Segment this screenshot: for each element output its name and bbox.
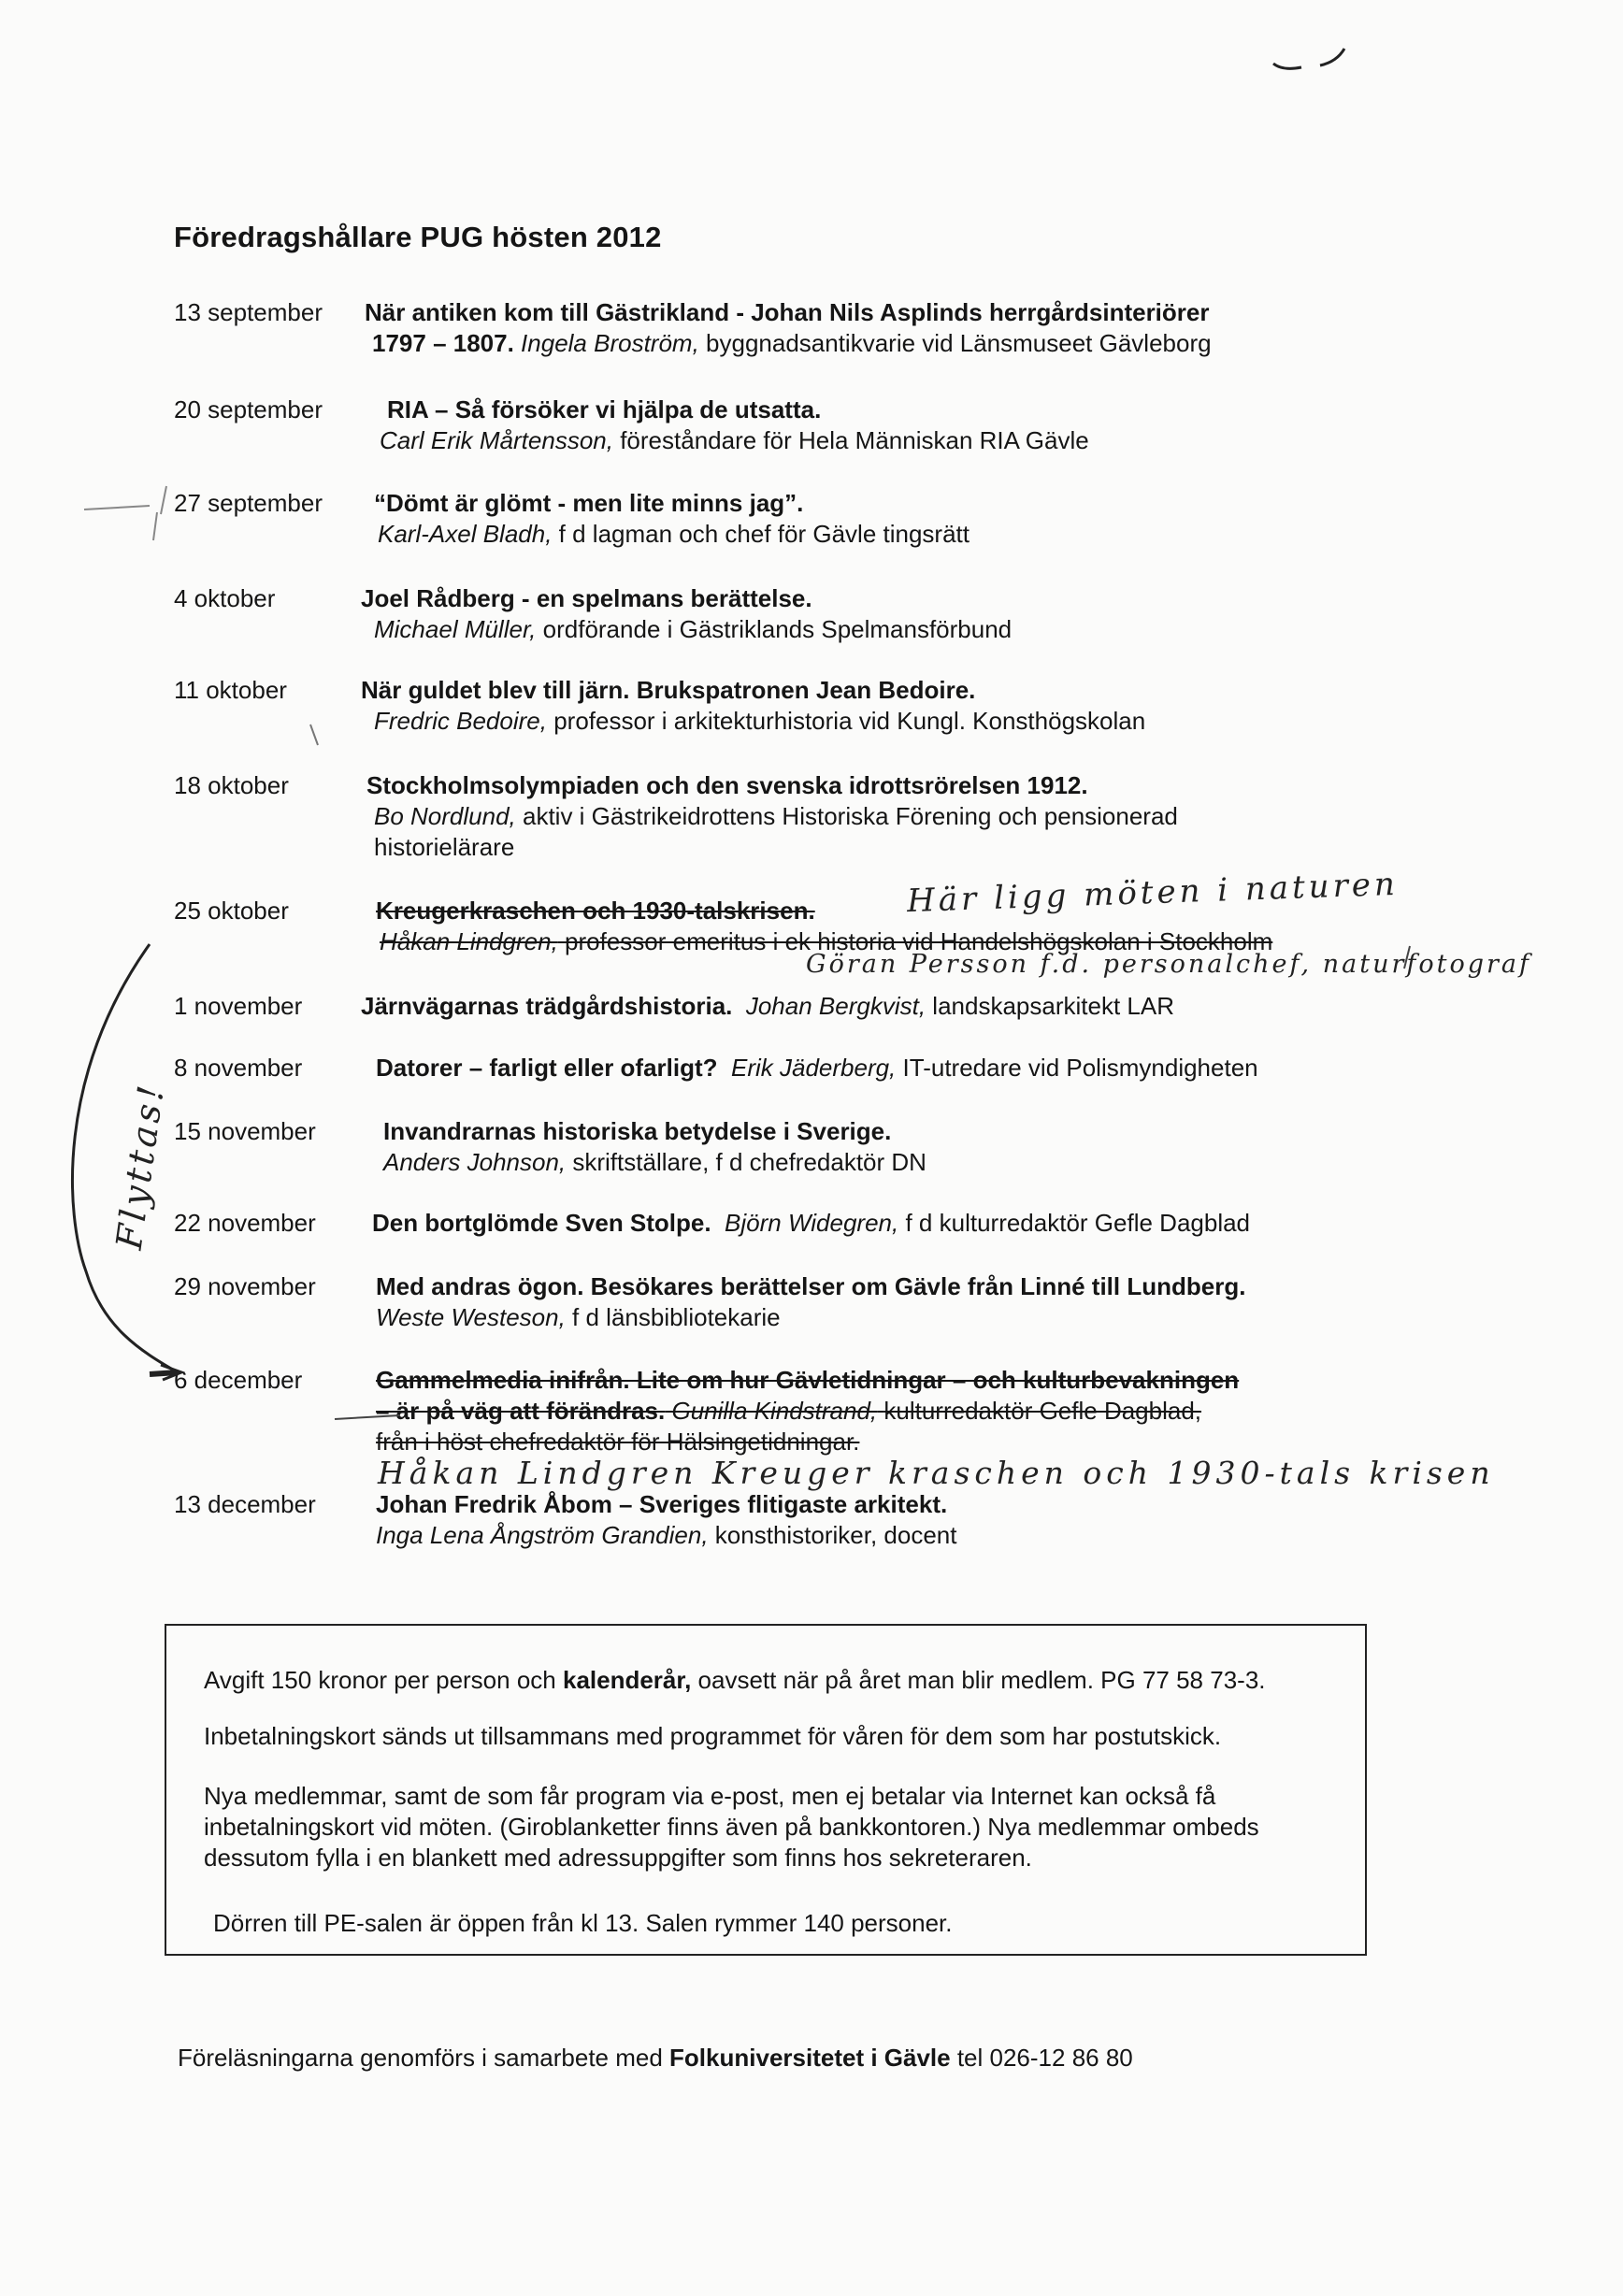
entry-speaker: Bo Nordlund, (374, 802, 516, 830)
entry-speaker-desc: konsthistoriker, docent (714, 1521, 957, 1549)
entry-speaker: Ingela Broström, (521, 329, 699, 357)
entry-speaker: Inga Lena Ångström Grandien, (376, 1521, 709, 1549)
entry-date: 4 oktober (174, 584, 276, 612)
entry-speaker: Fredric Bedoire, (374, 707, 547, 735)
entry-date: 11 oktober (174, 676, 287, 704)
entry-speaker-desc: aktiv i Gästrikeidrottens Historiska Förening och pensionerad (523, 802, 1178, 830)
entry-date: 29 november (174, 1272, 316, 1300)
entry-title: Kreugerkraschen och 1930-talskrisen. (376, 897, 815, 925)
info-payment-cards: Inbetalningskort sänds ut tillsammans med programmet för våren för dem som har postutskick. (204, 1722, 1222, 1750)
entry-speaker-desc: f d länsbibliotekarie (572, 1303, 781, 1331)
handwritten-note-moved: Flyttas! (108, 1079, 173, 1253)
handwritten-note: Håkan Lindgren Kreuger kraschen och 1930-tals krisen (378, 1455, 1495, 1491)
entry-speaker: Björn Widegren, (725, 1209, 899, 1237)
entry-speaker-desc: byggnadsantikvarie vid Länsmuseet Gävleborg (706, 329, 1212, 357)
entry-speaker: Johan Bergkvist, (745, 992, 926, 1020)
entry-title: Johan Fredrik Åbom – Sveriges flitigaste arkitekt. (376, 1490, 948, 1518)
entry-date: 20 september (174, 395, 323, 423)
entry-speaker-desc: f d kulturredaktör Gefle Dagblad (905, 1209, 1251, 1237)
entry-speaker-desc: f d lagman och chef för Gävle tingsrätt (558, 520, 969, 548)
entry-speaker-desc: skriftställare, f d chefredaktör DN (572, 1148, 926, 1176)
move-arrow (72, 944, 178, 1372)
entry-date: 1 november (174, 992, 303, 1020)
entry-speaker-desc: kulturredaktör Gefle Dagblad, (883, 1397, 1202, 1425)
entry-speaker-desc: professor emeritus i ek historia vid Handelshögskolan i Stockholm (565, 927, 1273, 955)
handwritten-note: Göran Persson f.d. personalchef, naturfotograf (806, 950, 1531, 979)
entry-speaker: Michael Müller, (374, 615, 537, 643)
entry-speaker-desc: ordförande i Gästriklands Spelmansförbund (542, 615, 1013, 643)
handwritten-note: Här ligg möten i naturen (906, 865, 1400, 921)
entry-speaker: Gunilla Kindstrand, (671, 1397, 878, 1425)
entry-title-cont: 1797 – 1807. (372, 329, 514, 357)
entry-date: 6 december (174, 1366, 303, 1394)
entry-title: Den bortglömde Sven Stolpe. (372, 1209, 711, 1237)
entry-speaker-desc: IT-utredare vid Polismyndigheten (902, 1054, 1258, 1082)
entry-date: 15 november (174, 1117, 316, 1145)
entry-date: 18 oktober (174, 771, 289, 799)
entry-title: När antiken kom till Gästrikland - Johan Nils Asplinds herrgårdsinteriörer (365, 298, 1210, 326)
info-new-members: Nya medlemmar, samt de som får program via e-post, men ej betalar via Internet kan också få inbetalningskort vid möten. (Giroblanketter finns även på bankkontoren.) Nya medlemmar ombeds dessutom fylla i en blankett med adressuppgifter som finns hos sekreteraren. (204, 1782, 1259, 1872)
entry-speaker: Karl-Axel Bladh, (378, 520, 553, 548)
entry-date: 22 november (174, 1209, 316, 1237)
entry-speaker: Anders Johnson, (383, 1148, 567, 1176)
footer-note: Föreläsningarna genomförs i samarbete med Folkuniversitetet i Gävle tel 026-12 86 80 (178, 2044, 1133, 2072)
entry-date: 13 december (174, 1490, 316, 1518)
entry-title: RIA – Så försöker vi hjälpa de utsatta. (387, 395, 822, 423)
entry-speaker-desc-cont: från i höst chefredaktör för Hälsingetidningar. (376, 1428, 860, 1456)
entry-speaker: Erik Jäderberg, (730, 1054, 897, 1082)
entry-title: Järnvägarnas trädgårdshistoria. (361, 992, 733, 1020)
entry-speaker-desc: föreståndare för Hela Människan RIA Gävle (620, 426, 1089, 454)
entry-date: 25 oktober (174, 897, 289, 925)
entry-speaker: Håkan Lindgren, (380, 927, 558, 955)
entry-title: Gammelmedia inifrån. Lite om hur Gävletidningar – och kulturbevakningen (376, 1366, 1240, 1394)
page-title: Föredragshållare PUG hösten 2012 (174, 221, 662, 253)
entry-title: “Dömt är glömt - men lite minns jag”. (374, 489, 804, 517)
entry-date: 27 september (174, 489, 323, 517)
entry-speaker-desc-cont: historielärare (374, 833, 515, 861)
entry-title: Invandrarnas historiska betydelse i Sverige. (383, 1117, 892, 1145)
entry-title: Joel Rådberg - en spelmans berättelse. (361, 584, 812, 612)
info-box (165, 1624, 1367, 1956)
entry-title: När guldet blev till järn. Brukspatronen Jean Bedoire. (361, 676, 976, 704)
entry-title-cont: – är på väg att förändras. (376, 1397, 666, 1425)
info-fee: Avgift 150 kronor per person och kalenderår, oavsett när på året man blir medlem. PG 77 58 73-3. (204, 1666, 1266, 1694)
entry-speaker: Carl Erik Mårtensson, (380, 426, 613, 454)
entry-title: Stockholmsolympiaden och den svenska idrottsrörelsen 1912. (366, 771, 1088, 799)
entry-date: 8 november (174, 1054, 303, 1082)
info-venue: Dörren till PE-salen är öppen från kl 13. Salen rymmer 140 personer. (213, 1909, 953, 1937)
entry-speaker-desc: landskapsarkitekt LAR (932, 992, 1174, 1020)
entry-speaker: Weste Westeson, (376, 1303, 566, 1331)
entry-title: Med andras ögon. Besökares berättelser om Gävle från Linné till Lundberg. (376, 1272, 1246, 1300)
entry-date: 13 september (174, 298, 323, 326)
entry-speaker-desc: professor i arkitekturhistoria vid Kungl. Konsthögskolan (553, 707, 1146, 735)
entry-title: Datorer – farligt eller ofarligt? (376, 1054, 718, 1082)
